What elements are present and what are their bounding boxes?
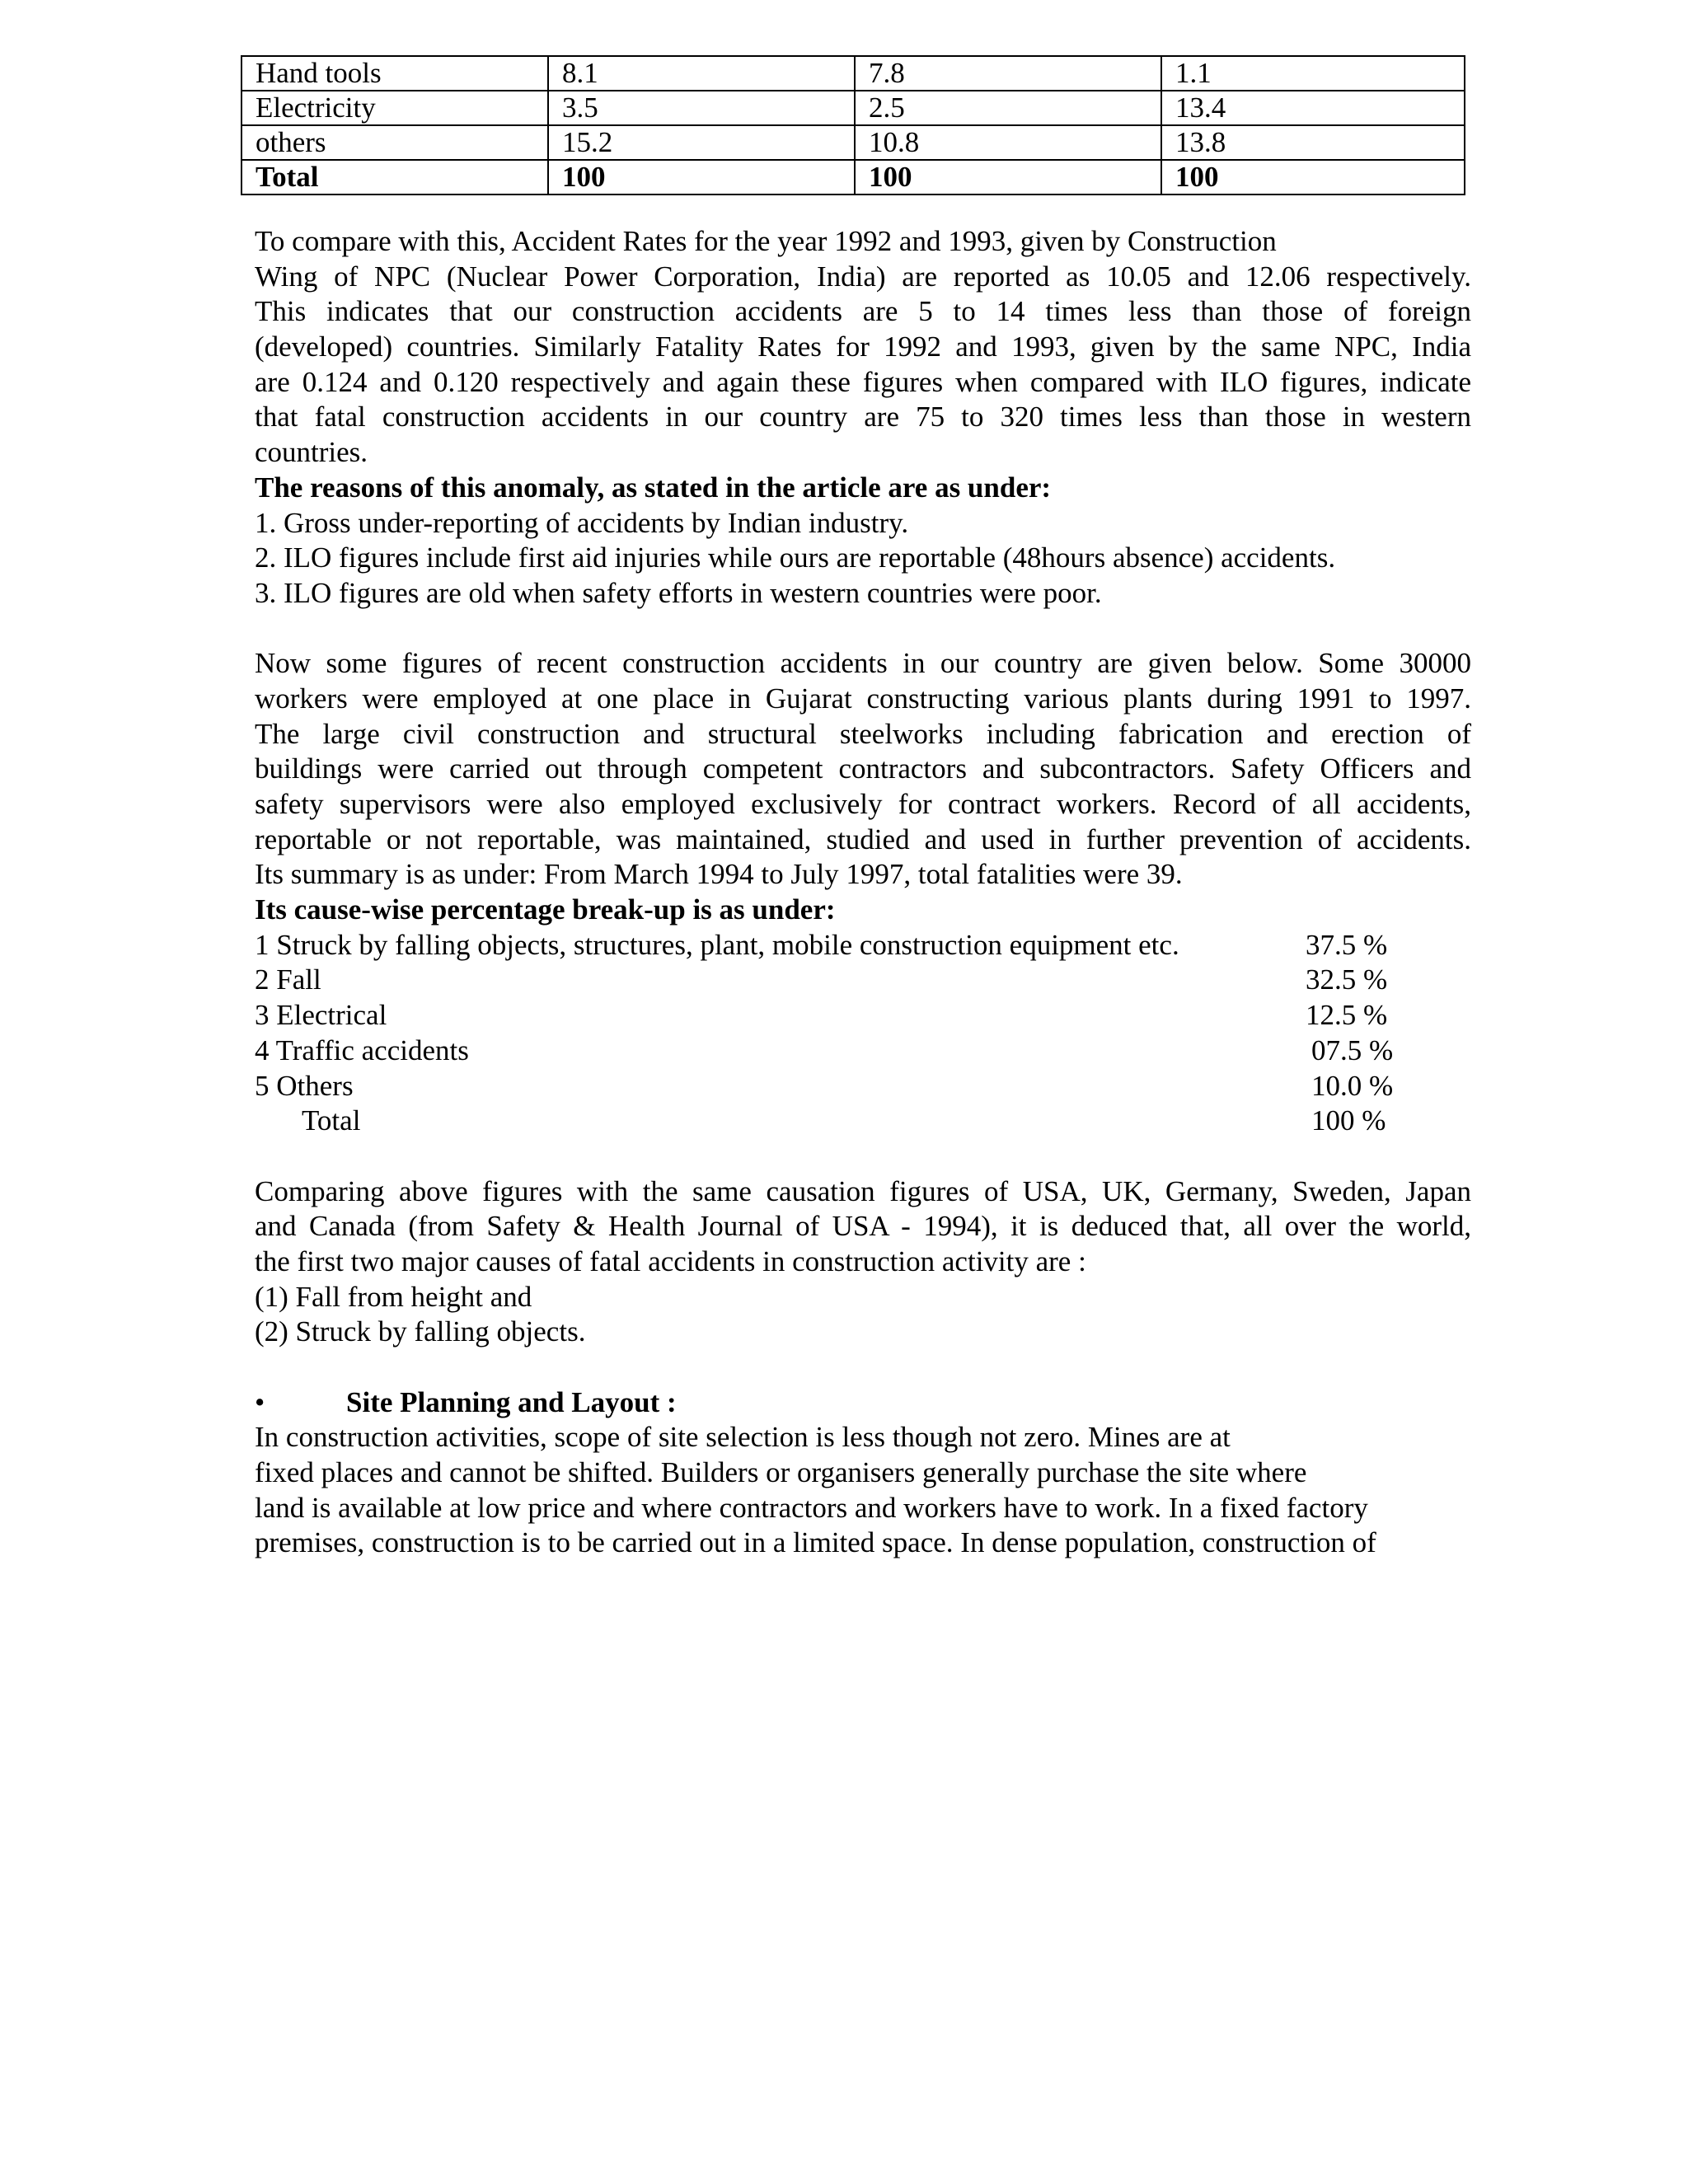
table-row (241, 56, 1465, 91)
list-item (255, 998, 1471, 1033)
list-item: (2) Struck by falling objects. (255, 1315, 586, 1348)
list-item (255, 928, 1471, 963)
table-cell: Total (241, 160, 548, 194)
table-cell: 13.8 (1161, 125, 1465, 160)
cause-percent: 100 % (1311, 1104, 1386, 1137)
list-item: 3. ILO figures are old when safety efforts in western countries were poor. (255, 576, 1102, 609)
causes-heading: Its cause-wise percentage break-up is as under: (255, 893, 836, 926)
paragraph-line: land is available at low price and where contractors and workers have to work. In a fixed factory (255, 1491, 1368, 1524)
cause-percent: 07.5 % (1311, 1033, 1394, 1066)
paragraph-line: are 0.124 and 0.120 respectively and again these figures when compared with ILO figures, indicate (255, 365, 1471, 398)
table-cell: Electricity (241, 91, 548, 125)
table-cell: 100 (1161, 160, 1465, 194)
reasons-heading: The reasons of this anomaly, as stated in the article are as under: (255, 471, 1052, 504)
paragraph-line: premises, construction is to be carried out in a limited space. In dense population, construction of (255, 1526, 1376, 1559)
list-item (255, 963, 1471, 998)
table-cell: 2.5 (855, 91, 1161, 125)
paragraph-line: workers were employed at one place in Gujarat constructing various plants during 1991 to 1997. (255, 682, 1471, 715)
cause-percent: 37.5 % (1306, 928, 1388, 961)
site-planning-heading: Site Planning and Layout : (346, 1385, 677, 1418)
paragraph-line: buildings were carried out through competent contractors and subcontractors. Safety Officers and (255, 752, 1471, 785)
paragraph-line: Comparing above figures with the same causation figures of USA, UK, Germany, Sweden, Japan (255, 1174, 1471, 1207)
cause-label: 1 Struck by falling objects, structures, plant, mobile construction equipment etc. (255, 928, 1179, 961)
paragraph-line: This indicates that our construction accidents are 5 to 14 times less than those of foreign (255, 295, 1471, 328)
paragraph-line: (developed) countries. Similarly Fatality Rates for 1992 and 1993, given by the same NPC, India (255, 330, 1471, 363)
paragraph-line: reportable or not reportable, was maintained, studied and used in further prevention of accidents. (255, 823, 1471, 855)
table-row (241, 125, 1465, 160)
paragraph-line: In construction activities, scope of site selection is less though not zero. Mines are at (255, 1421, 1231, 1454)
table-cell: 10.8 (855, 125, 1161, 160)
paragraph-line: safety supervisors were also employed exclusively for contract workers. Record of all accidents, (255, 788, 1471, 820)
cause-percent: 12.5 % (1306, 999, 1388, 1032)
table-total-row (241, 160, 1465, 194)
paragraph-line: Now some figures of recent construction accidents in our country are given below. Some 30000 (255, 647, 1471, 680)
paragraph-line: fixed places and cannot be shifted. Builders or organisers generally purchase the site where (255, 1456, 1307, 1489)
table-cell: 8.1 (548, 56, 855, 91)
table-cell: 13.4 (1161, 91, 1465, 125)
bullet-icon: • (255, 1385, 265, 1418)
table-cell: Hand tools (241, 56, 548, 91)
cause-percent: 10.0 % (1311, 1069, 1394, 1102)
cause-label: 5 Others (255, 1069, 354, 1102)
section-heading (255, 1385, 1471, 1421)
table-cell: 1.1 (1161, 56, 1465, 91)
paragraph-line: countries. (255, 436, 368, 469)
table-cell: 100 (548, 160, 855, 194)
table-cell: others (241, 125, 548, 160)
list-item (255, 1104, 1471, 1139)
table-cell: 3.5 (548, 91, 855, 125)
paragraph-line: To compare with this, Accident Rates for the year 1992 and 1993, given by Construction (255, 225, 1277, 257)
cause-label: 4 Traffic accidents (255, 1033, 469, 1066)
paragraph-line: The large civil construction and structural steelworks including fabrication and erection of (255, 717, 1471, 750)
cause-label: 3 Electrical (255, 999, 387, 1032)
list-item: 1. Gross under-reporting of accidents by Indian industry. (255, 506, 909, 539)
list-item: (1) Fall from height and (255, 1280, 532, 1313)
list-item (255, 1033, 1471, 1069)
paragraph-line: Wing of NPC (Nuclear Power Corporation, India) are reported as 10.05 and 12.06 respectively. (255, 260, 1471, 293)
table-cell: 15.2 (548, 125, 855, 160)
body-text (255, 224, 1471, 1561)
cause-percent: 32.5 % (1306, 963, 1388, 996)
table-cell: 100 (855, 160, 1161, 194)
table-row (241, 91, 1465, 125)
paragraph-line: that fatal construction accidents in our country are 75 to 320 times less than those in western (255, 401, 1471, 434)
table-cell: 7.8 (855, 56, 1161, 91)
cause-label: 2 Fall (255, 963, 321, 996)
paragraph-line: the first two major causes of fatal accidents in construction activity are : (255, 1244, 1086, 1277)
paragraph-line: and Canada (from Safety & Health Journal of USA - 1994), it is deduced that, all over the world, (255, 1210, 1471, 1243)
list-item (255, 1069, 1471, 1104)
accident-cause-table (241, 55, 1465, 195)
paragraph-line: Its summary is as under: From March 1994 to July 1997, total fatalities were 39. (255, 858, 1183, 891)
list-item: 2. ILO figures include first aid injuries while ours are reportable (48hours absence) accidents. (255, 541, 1336, 574)
cause-label: Total (302, 1104, 361, 1137)
